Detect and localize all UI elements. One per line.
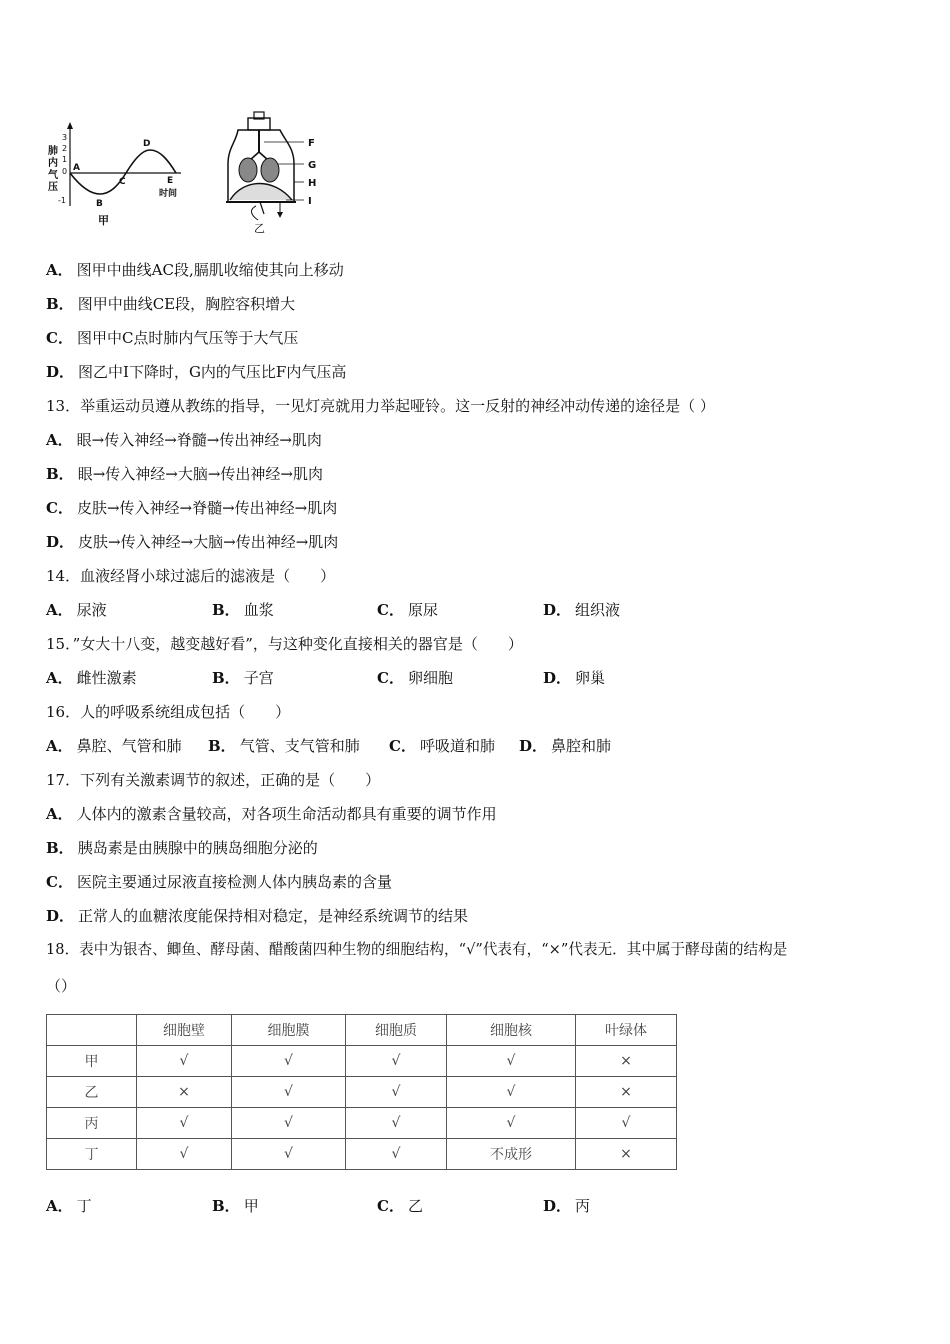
- q18-option-b[interactable]: B． 甲: [212, 1197, 259, 1215]
- q13-option-c[interactable]: C． 皮肤→传入神经→脊髓→传出神经→肌肉: [46, 499, 338, 517]
- table-cell: √: [346, 1077, 447, 1108]
- point-b-label: B: [96, 199, 103, 209]
- q15-stem: 15．”女大十八变，越变越好看”，与这种变化直接相关的器官是（ ）: [46, 635, 523, 653]
- q18-option-a[interactable]: A． 丁: [46, 1197, 92, 1215]
- q14-option-a[interactable]: A． 尿液: [46, 601, 107, 619]
- table-cell: ×: [576, 1139, 677, 1170]
- table-cell: √: [232, 1108, 346, 1139]
- table-header-cell: 细胞膜: [232, 1015, 346, 1046]
- bronchi: [250, 152, 268, 160]
- ylabel-char: 压: [48, 182, 58, 193]
- x-axis-label: 时间: [159, 189, 178, 199]
- table-cell: 乙: [47, 1077, 137, 1108]
- point-a-label: A: [73, 163, 80, 173]
- table-row: [47, 1077, 677, 1108]
- label-h: H: [308, 178, 317, 189]
- table-cell: ×: [576, 1046, 677, 1077]
- q15-option-d[interactable]: D． 卵巢: [543, 669, 606, 687]
- q14-stem: 14．血液经肾小球过滤后的滤液是（ ）: [46, 567, 336, 585]
- table-cell: √: [232, 1077, 346, 1108]
- pressure-curve: [70, 150, 176, 194]
- q17-option-c[interactable]: C． 医院主要通过尿液直接检测人体内胰岛素的含量: [46, 873, 392, 891]
- table-cell: √: [137, 1139, 232, 1170]
- ytick-label: 1: [62, 155, 68, 164]
- table-header-cell: 叶绿体: [576, 1015, 677, 1046]
- down-arrow-head: [277, 212, 283, 218]
- q16-option-c[interactable]: C． 呼吸道和肺: [389, 737, 495, 755]
- q13-option-b[interactable]: B． 眼→传入神经→大脑→传出神经→肌肉: [46, 465, 323, 483]
- table-cell: √: [346, 1108, 447, 1139]
- curved-arrow: [252, 206, 258, 220]
- point-d-label: D: [143, 139, 151, 149]
- pull-string: [260, 202, 264, 214]
- q17-stem: 17．下列有关激素调节的叙述，正确的是（ ）: [46, 771, 381, 789]
- table-header-cell: 细胞质: [346, 1015, 447, 1046]
- table-cell: √: [137, 1046, 232, 1077]
- ytick-label: -1: [58, 196, 66, 205]
- table-row: [47, 1108, 677, 1139]
- table-header-row: [47, 1015, 677, 1046]
- q16-option-b[interactable]: B． 气管、支气管和肺: [208, 737, 360, 755]
- q17-option-d[interactable]: D． 正常人的血糖浓度能保持相对稳定，是神经系统调节的结果: [46, 907, 469, 925]
- table-cell: ×: [137, 1077, 232, 1108]
- label-f: F: [308, 138, 315, 149]
- label-g: G: [308, 160, 317, 171]
- point-e-label: E: [167, 176, 174, 186]
- q14-option-b[interactable]: B． 血浆: [212, 601, 274, 619]
- q18-stem: 18．表中为银杏、鲫鱼、酵母菌、醋酸菌四种生物的细胞结构，“√”代表有，“×”代表无．其中属于酵母菌的结构是: [46, 941, 788, 958]
- q13-option-a[interactable]: A． 眼→传入神经→脊髓→传出神经→肌肉: [46, 431, 322, 449]
- q14-option-d[interactable]: D． 组织液: [543, 601, 621, 619]
- y-axis-arrow: [67, 122, 73, 129]
- figure-jia-pressure-curve: [46, 118, 196, 228]
- q12-option-d[interactable]: D． 图乙中I下降时，G内的气压比F内气压高: [46, 363, 347, 381]
- cell-structure-table: [46, 1014, 677, 1170]
- q17-option-a[interactable]: A． 人体内的激素含量较高，对各项生命活动都具有重要的调节作用: [46, 805, 497, 823]
- table-cell: √: [232, 1139, 346, 1170]
- q17-option-b[interactable]: B． 胰岛素是由胰腺中的胰岛细胞分泌的: [46, 839, 318, 857]
- q12-option-c[interactable]: C． 图甲中C点时肺内气压等于大气压: [46, 329, 299, 347]
- q15-option-a[interactable]: A． 雌性激素: [46, 669, 137, 687]
- figure-caption-yi: 乙: [254, 222, 265, 235]
- label-i: I: [308, 196, 312, 207]
- table-header-cell: [47, 1015, 137, 1046]
- point-c-label: C: [119, 177, 126, 187]
- table-header-cell: 细胞核: [447, 1015, 576, 1046]
- table-cell: √: [447, 1077, 576, 1108]
- q15-option-c[interactable]: C． 卵细胞: [377, 669, 453, 687]
- table-cell: 丁: [47, 1139, 137, 1170]
- ylabel-char: 气: [48, 170, 58, 181]
- table-cell: 甲: [47, 1046, 137, 1077]
- table-header-cell: 细胞壁: [137, 1015, 232, 1046]
- right-lung-balloon: [261, 158, 279, 182]
- ylabel-char: 内: [48, 158, 58, 169]
- table-cell: ×: [576, 1077, 677, 1108]
- left-lung-balloon: [239, 158, 257, 182]
- q18-option-c[interactable]: C． 乙: [377, 1197, 423, 1215]
- ytick-label: 3: [62, 133, 68, 142]
- table-row: [47, 1139, 677, 1170]
- q16-option-a[interactable]: A． 鼻腔、气管和肺: [46, 737, 182, 755]
- stopper: [248, 118, 270, 130]
- ytick-label: 0: [62, 167, 68, 176]
- q13-option-d[interactable]: D． 皮肤→传入神经→大脑→传出神经→肌肉: [46, 533, 339, 551]
- q12-option-a[interactable]: A． 图甲中曲线AC段,膈肌收缩使其向上移动: [46, 261, 344, 279]
- q12-option-b[interactable]: B． 图甲中曲线CE段，胸腔容积增大: [46, 295, 296, 313]
- q16-stem: 16．人的呼吸系统组成包括（ ）: [46, 703, 291, 721]
- table-row: [47, 1046, 677, 1077]
- figure-caption-jia: 甲: [98, 214, 109, 227]
- table-cell: √: [576, 1108, 677, 1139]
- figure-yi-bell-jar-model: [220, 110, 330, 235]
- table-cell: √: [346, 1139, 447, 1170]
- diaphragm-membrane: [230, 184, 292, 201]
- q18-option-d[interactable]: D． 丙: [543, 1197, 591, 1215]
- table-cell: 丙: [47, 1108, 137, 1139]
- ylabel-char: 肺: [48, 146, 58, 157]
- q13-stem: 13．举重运动员遵从教练的指导，一见灯亮就用力举起哑铃。这一反射的神经冲动传递的途径是（ ）: [46, 397, 715, 415]
- table-cell: √: [346, 1046, 447, 1077]
- table-cell: √: [447, 1108, 576, 1139]
- table-cell: √: [447, 1046, 576, 1077]
- q15-option-b[interactable]: B． 子宫: [212, 669, 274, 687]
- q16-option-d[interactable]: D． 鼻腔和肺: [519, 737, 612, 755]
- q18-stem-cont: （）: [46, 977, 77, 995]
- table-cell: √: [232, 1046, 346, 1077]
- table-cell: 不成形: [447, 1139, 576, 1170]
- table-cell: √: [137, 1108, 232, 1139]
- q14-option-c[interactable]: C． 原尿: [377, 601, 438, 619]
- ytick-label: 2: [62, 144, 68, 153]
